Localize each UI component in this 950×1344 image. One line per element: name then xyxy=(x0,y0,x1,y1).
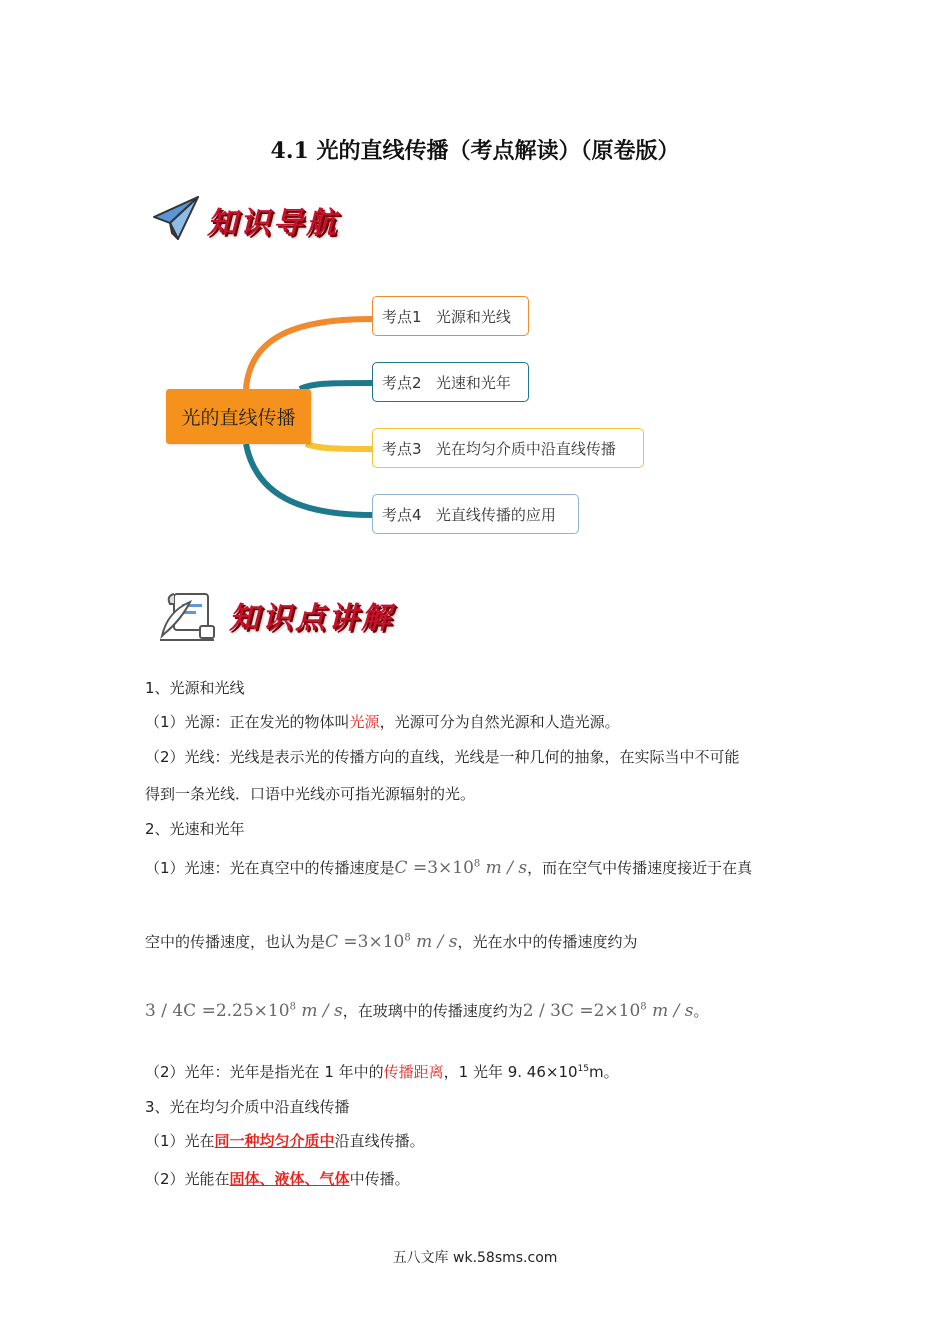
formula-water-speed: $3 / 4C =2.25\times 10^8$ m / s xyxy=(145,1001,343,1021)
branch-4 xyxy=(246,444,372,515)
section1-heading: 1、光源和光线 xyxy=(145,679,245,697)
explain-banner: 知识点讲解 xyxy=(229,601,394,636)
footer-watermark: 五八文库 wk.58sms.com xyxy=(392,1250,558,1266)
section3-p2: （2）光能在固体、液体、气体中传播。 xyxy=(145,1170,410,1188)
formula-light-speed: $C =3\times 10^8$ m / s xyxy=(394,858,528,878)
section1-p1: （1）光源：正在发光的物体叫光源，光源可分为自然光源和人造光源。 xyxy=(145,713,620,731)
section2-p1-line3: $3 / 4C =2.25\times 10^8$ m / s，在玻璃中的传播速度约为$2 / 3C =2\times 10^8$ m / s。 xyxy=(145,1001,709,1021)
branch-1 xyxy=(246,319,372,389)
section2-heading: 2、光速和光年 xyxy=(145,820,245,838)
section3-p1: （1）光在同一种均匀介质中沿直线传播。 xyxy=(145,1132,425,1150)
term-propagation-distance: 传播距离 xyxy=(383,1063,444,1081)
section2-p1-line2: 空中的传播速度，也认为是$C =3\times 10^8$ m / s，光在水中的传播速度约为 xyxy=(145,932,638,952)
section3-heading: 3、光在均匀介质中沿直线传播 xyxy=(145,1098,350,1116)
formula-air-speed: $C =3\times 10^8$ m / s xyxy=(325,932,458,952)
mindmap-node-3: 考点3 光在均匀介质中沿直线传播 xyxy=(372,428,644,468)
formula-glass-speed: $2 / 3C =2\times 10^8$ m / s xyxy=(522,1001,694,1021)
branch-3 xyxy=(306,444,372,449)
section1-p2-line1: （2）光线：光线是表示光的传播方向的直线，光线是一种几何的抽象，在实际当中不可能 xyxy=(145,748,740,766)
term-uniform-medium: 同一种均匀介质中 xyxy=(214,1132,335,1150)
term-media-types: 固体、液体、气体 xyxy=(229,1170,350,1188)
section2-p2: （2）光年：光年是指光在 1 年中的传播距离，1 光年 9. $46\times 10^{15}m$。 xyxy=(145,1063,619,1081)
scroll-quill-icon xyxy=(156,588,218,644)
mindmap-node-1: 考点1 光源和光线 xyxy=(372,296,529,336)
mindmap-node-4: 考点4 光直线传播的应用 xyxy=(372,494,579,534)
section2-p1-line1: （1）光速：光在真空中的传播速度是$C =3\times 10^8$ m / s，而在空气中传播速度接近于在真 xyxy=(145,858,753,878)
mindmap-node-2: 考点2 光速和光年 xyxy=(372,362,529,402)
branch-2 xyxy=(300,383,372,389)
term-light-source: 光源 xyxy=(349,713,380,731)
nav-banner: 知识导航 xyxy=(207,206,339,241)
page-title: 4.1 光的直线传播（考点解读）（原卷版） xyxy=(270,138,680,164)
mindmap-center: 光的直线传播 xyxy=(166,389,311,444)
section1-p2-line2: 得到一条光线．口语中光线亦可指光源辐射的光。 xyxy=(145,785,476,803)
